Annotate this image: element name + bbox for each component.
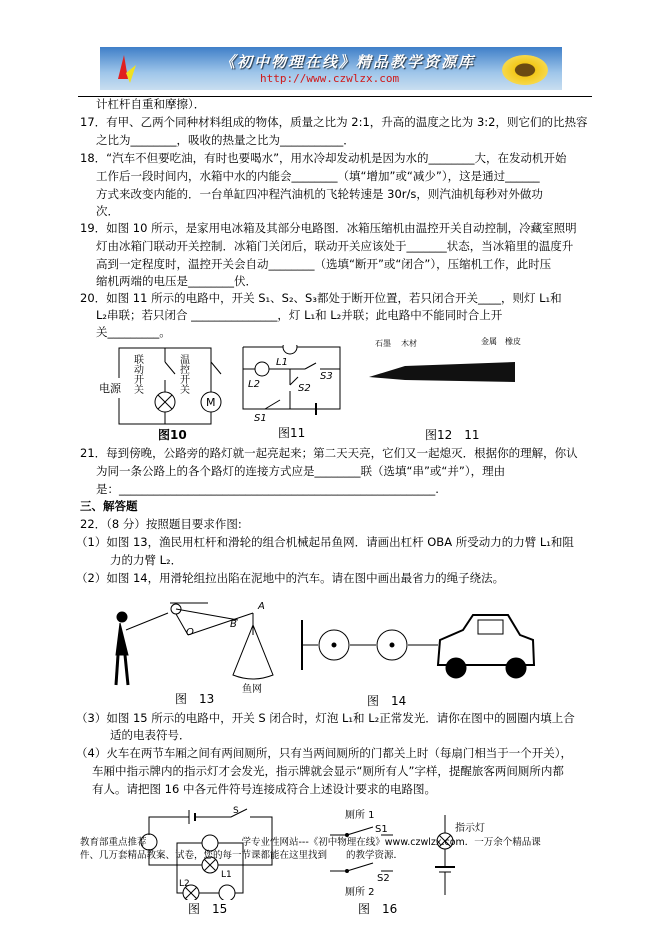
b-label: B	[230, 619, 237, 630]
text-line: 高到一定程度时，温控开关会自动________（选填“断开”或“闭合”），压缩机工作，此时压	[96, 257, 552, 271]
l1-label: L1	[276, 357, 288, 368]
text-line: 车厢中指示牌内的指示灯才会发光，指示牌就会显示“厕所有人”字样，提醒旅客两间厕所内都	[92, 764, 564, 778]
figure-10-caption: 图10	[158, 428, 187, 442]
question-22-4: （4）火车在两节车厢之间有两间厕所，只有当两间厕所的门都关上时（每扇门相当于一个开关），	[76, 746, 573, 760]
banner-title: 《初中物理在线》精品教学资源库	[220, 53, 476, 71]
motor-label: M	[206, 396, 216, 409]
footer-line-2: 件、几万套精品教案、试卷，您的每一节课都能在这里找到 的教学资源．	[80, 850, 404, 861]
question-17: 17．有甲、乙两个同种材料组成的物体，质量之比为 2:1，升高的温度之比为 3:2，则它们的比热容	[80, 115, 588, 129]
s2-label: S2	[298, 383, 311, 394]
site-banner	[100, 47, 562, 90]
figure-10-fridge-circuit	[95, 340, 235, 430]
figure-14-caption: 图 14	[367, 694, 407, 708]
footer-watermark	[80, 836, 541, 862]
text-line: 有人。请把图 16 中各元件符号连接成符合上述设计要求的电路图。	[92, 782, 436, 796]
metal-label: 金属	[481, 337, 497, 346]
s2-label: S2	[377, 873, 390, 884]
figure-14-pulley-car	[298, 610, 538, 690]
text-line: 关_________。	[96, 325, 171, 339]
rubber-label: 橡皮	[505, 337, 521, 346]
figure-12-pencil	[365, 334, 525, 384]
wc1-label: 厕所 1	[345, 810, 375, 821]
figure-13-lever	[108, 595, 298, 695]
text-line: 为同一条公路上的各个路灯的连接方式应是________联（选填“串”或“并”），理由	[96, 464, 506, 478]
text-line: 灯由冰箱门联动开关控制．冰箱门关闭后，联动开关应该处于_______状态，当冰箱里的温度升	[96, 239, 574, 253]
graphite-label: 石墨	[375, 339, 391, 348]
question-18: 18．“汽车不但要吃油，有时也要喝水”，用水冷却发动机是因为水的________大，在发动机开始	[80, 151, 567, 165]
figure-16-caption: 图 16	[358, 902, 398, 916]
power-label: 电源	[99, 382, 121, 395]
wood-label: 木材	[401, 339, 417, 348]
text-line: 计杠杆自重和摩擦）．	[96, 97, 206, 111]
footer-line-1: 教育部重点推荐 学专业性网站---《初中物理在线》www.czwlzx.com．一万余个精品课	[80, 837, 541, 848]
s3-label: S3	[320, 371, 333, 382]
figure-11-caption: 图11	[278, 426, 306, 440]
question-22-1: （1）如图 13，渔民用杠杆和滑轮的组合机械起吊鱼网．请画出杠杆 OBA 所受动力的力臂 L₁和阻	[76, 535, 574, 549]
a-label: A	[258, 601, 265, 612]
s1-label: S1	[254, 413, 267, 424]
text-line: 方式来改变内能的．一台单缸四冲程汽油机的飞轮转速是 30r/s，则汽油机每秒对外做功	[96, 187, 543, 201]
text-line: 之比为________，吸收的热量之比为___________．	[96, 133, 355, 147]
o-label: O	[186, 627, 194, 638]
s-label: S	[233, 806, 239, 816]
s1-label: S1	[375, 824, 388, 835]
temp-switch-label: 温控开关	[177, 354, 189, 394]
lamp-label: 指示灯	[455, 823, 485, 834]
l2-label: L2	[248, 379, 260, 390]
question-22: 22．（8 分）按照题目要求作图:	[80, 517, 242, 531]
text-line: 力的力臂 L₂．	[110, 553, 183, 567]
sunflower-icon	[502, 55, 548, 85]
figure-11-circuit	[240, 345, 350, 425]
question-22-3: （3）如图 15 所示的电路中，开关 S 闭合时，灯泡 L₁和 L₂正常发光．请你在图中的圆圈内填上合	[76, 711, 575, 725]
text-line: L₂串联；若只闭合 _______________，灯 L₁和 L₂并联；此电路中不能同时合上开	[96, 308, 503, 322]
text-line: 工作后一段时间内，水箱中水的内能会________（填“增加”或“减少”），这是通过______	[96, 169, 540, 183]
wc2-label: 厕所 2	[345, 887, 375, 898]
section-heading: 三、解答题	[80, 499, 138, 513]
question-19: 19．如图 10 所示，是家用电冰箱及其部分电路图．冰箱压缩机由温控开关自动控制，冷藏室照明	[80, 221, 577, 235]
figure-15-caption: 图 15	[188, 902, 228, 916]
figure-13-caption: 图 13	[175, 692, 215, 706]
site-logo-icon	[114, 53, 136, 85]
net-label: 鱼网	[242, 684, 262, 695]
question-20: 20．如图 11 所示的电路中，开关 S₁、S₂、S₃都处于断开位置，若只闭合开关____，则灯 L₁和	[80, 291, 562, 305]
text-line: 缩机两端的电压是________伏．	[96, 274, 257, 288]
text-line: 是：_______________________________________________________.	[96, 482, 439, 496]
question-21: 21．每到傍晚，公路旁的路灯就一起亮起来；第二天天亮，它们又一起熄灭．根据你的理解，你认	[80, 446, 578, 460]
figure-12-caption: 图12 11	[425, 428, 480, 442]
text-line: 适的电表符号．	[110, 728, 191, 742]
question-22-2: （2）如图 14，用滑轮组拉出陷在泥地中的汽车。请在图中画出最省力的绳子绕法。	[76, 571, 505, 585]
link-switch-label: 联动开关	[131, 354, 143, 394]
l2-label: L2	[179, 879, 190, 889]
banner-url: http://www.czwlzx.com	[260, 72, 400, 85]
text-line: 次．	[96, 204, 119, 218]
l1-label: L1	[221, 870, 232, 880]
